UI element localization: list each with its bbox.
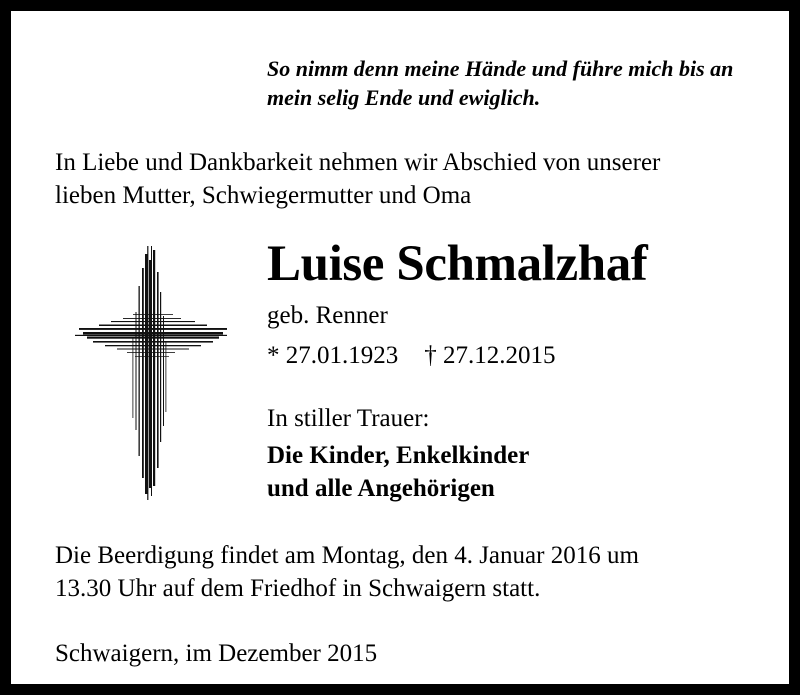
place-and-date: Schwaigern, im Dezember 2015 <box>55 639 378 667</box>
mourners-line-2: und alle Angehörigen <box>267 475 495 503</box>
mourning-label: In stiller Trauer: <box>267 405 430 433</box>
intro-line-1: In Liebe und Dankbarkeit nehmen wir Abschied von unserer <box>55 149 661 177</box>
deceased-dates <box>267 341 745 371</box>
funeral-line-1: Die Beerdigung findet am Montag, den 4. Januar 2016 um <box>55 542 639 570</box>
deceased-maiden-name: geb. Renner <box>267 302 388 330</box>
funeral-line-2: 13.30 Uhr auf dem Friedhof in Schwaigern statt. <box>55 575 541 603</box>
verse-line-1: So nimm denn meine Hände und führe mich bis an <box>267 56 734 81</box>
funeral-details <box>55 539 745 606</box>
mourners-line-1: Die Kinder, Enkelkinder <box>267 442 530 470</box>
intro-line-2: lieben Mutter, Schwiegermutter und Oma <box>55 182 472 210</box>
mourners-block <box>267 439 745 505</box>
verse-line-2: mein selig Ende und ewiglich. <box>267 84 541 110</box>
cross-icon <box>75 246 235 501</box>
verse-block <box>55 55 745 112</box>
deceased-name: Luise Schmalzhaf <box>267 236 648 293</box>
birth-date: * 27.01.1923 <box>267 342 399 370</box>
deceased-block <box>55 238 745 505</box>
intro-block <box>55 146 745 212</box>
death-date: † 27.12.2015 <box>424 342 556 370</box>
